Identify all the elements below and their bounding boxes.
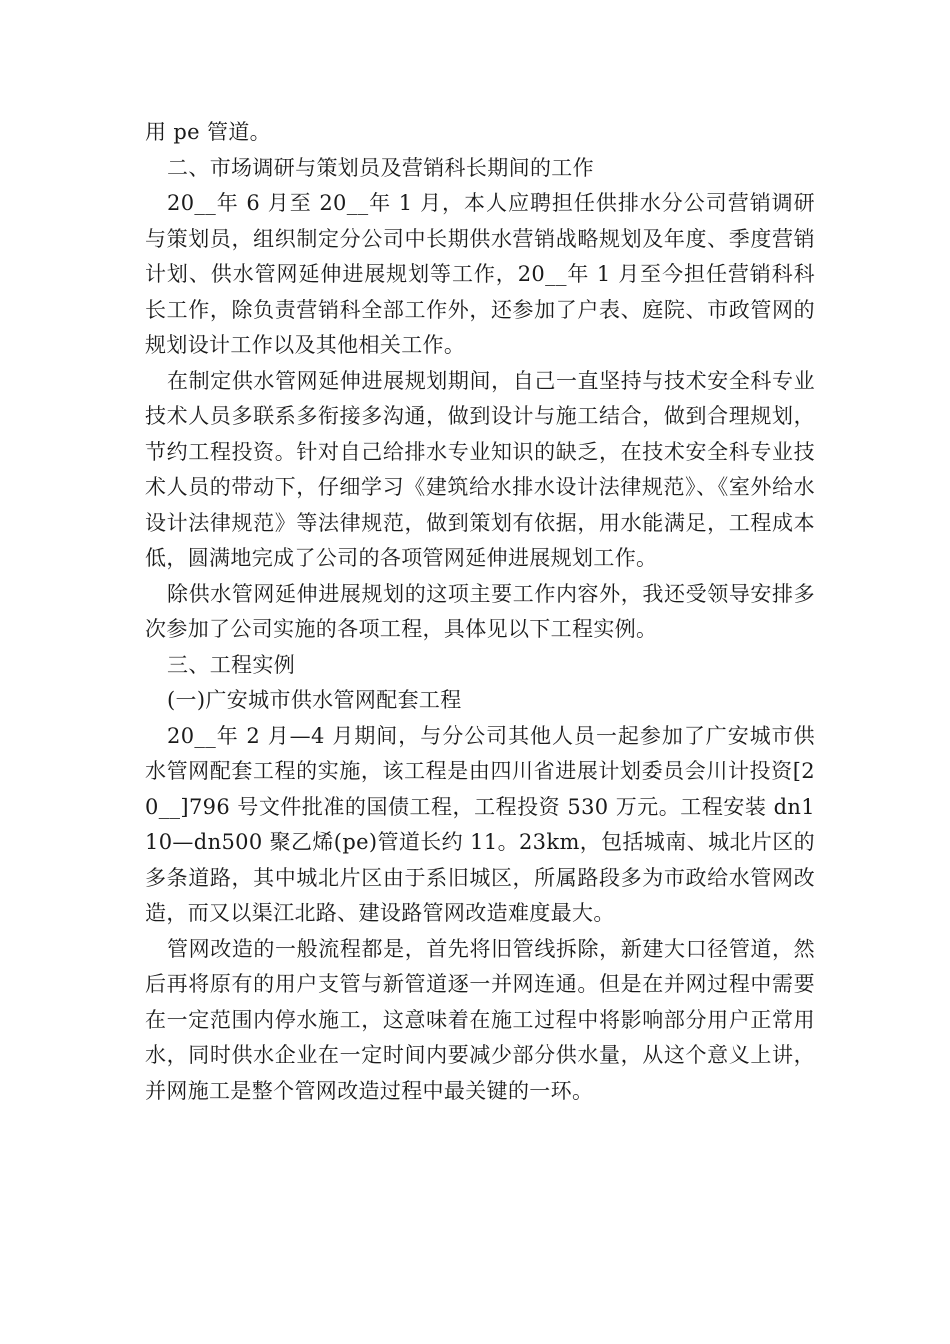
paragraph: 除供水管网延伸进展规划的这项主要工作内容外，我还受领导安排多次参加了公司实施的各项工程，具体见以下工程实例。 xyxy=(145,581,815,641)
paragraph: 管网改造的一般流程都是，首先将旧管线拆除，新建大口径管道，然后再将原有的用户支管与新管道逐一并网连通。但是在并网过程中需要在一定范围内停水施工，这意味着在施工过程中将影响部分用户正常用水，同时供水企业在一定时间内要减少部分供水量，从这个意义上讲，并网施工是整个管网改造过程中最关键的一环。 xyxy=(145,936,815,1103)
document-body xyxy=(145,115,815,1109)
paragraph: 在制定供水管网延伸进展规划期间，自己一直坚持与技术安全科专业技术人员多联系多衔接多沟通，做到设计与施工结合，做到合理规划，节约工程投资。针对自己给排水专业知识的缺乏，在技术安全科专业技术人员的带动下，仔细学习《建筑给水排水设计法律规范》、《室外给水设计法律规范》等法律规范，做到策划有依据，用水能满足，工程成本低，圆满地完成了公司的各项管网延伸进展规划工作。 xyxy=(145,368,815,570)
paragraph: 20__年 2 月—4 月期间，与分公司其他人员一起参加了广安城市供水管网配套工程的实施，该工程是由四川省进展计划委员会川计投资[20__]796 号文件批准的国债工程，工程投资 530 万元。工程安装 dn110—dn500 聚乙烯(pe)管道长约 11。23km，包括城南、城北片区的多条道路，其中城北片区由于系旧城区，所属路段多为市政给水管网改造，而又以渠江北路、建设路管网改造难度最大。 xyxy=(145,723,815,925)
paragraph: 20__年 6 月至 20__年 1 月，本人应聘担任供排水分公司营销调研与策划员，组织制定分公司中长期供水营销战略规划及年度、季度营销计划、供水管网延伸进展规划等工作，20__年 1 月至今担任营销科科长工作，除负责营销科全部工作外，还参加了户表、庭院、市政管网的规划设计工作以及其他相关工作。 xyxy=(145,191,815,357)
section-heading-2: 二、市场调研与策划员及营销科长期间的工作 xyxy=(167,155,594,180)
subsection-heading-1: (一)广安城市供水管网配套工程 xyxy=(167,688,462,712)
section-heading-3: 三、工程实例 xyxy=(167,652,296,677)
paragraph-continuation: 用 pe 管道。 xyxy=(145,120,272,144)
